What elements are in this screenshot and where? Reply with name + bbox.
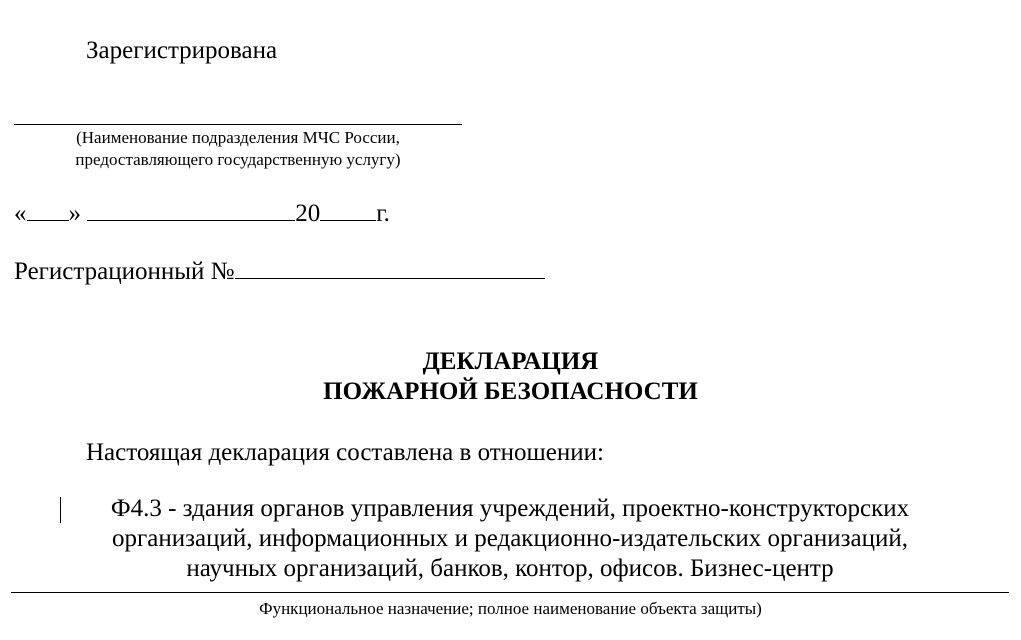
registered-label: Зарегистрирована: [86, 37, 278, 64]
document-title: [0, 347, 1021, 407]
department-caption-line2: предоставляющего государственную услугу): [75, 150, 401, 169]
registration-number-label: Регистрационный №: [14, 258, 235, 285]
date-year-suffix: г.: [376, 200, 390, 227]
date-open-quote: «: [14, 200, 27, 227]
date-day-blank[interactable]: [27, 198, 69, 221]
protected-object-description[interactable]: [30, 494, 990, 584]
title-line1: ДЕКЛАРАЦИЯ: [422, 348, 599, 375]
department-caption-line1: (Наименование подразделения МЧС России,: [76, 128, 400, 147]
title-line2: ПОЖАРНОЙ БЕЗОПАСНОСТИ: [323, 378, 698, 405]
date-year-blank[interactable]: [320, 198, 376, 221]
object-line3: научных организаций, банков, контор, офисов. Бизнес-центр: [186, 555, 834, 582]
department-fill-line[interactable]: [14, 124, 462, 125]
date-century: 20: [295, 200, 321, 227]
intro-text: Настоящая декларация составлена в отношении:: [86, 439, 604, 466]
registration-number-blank[interactable]: [235, 256, 545, 279]
date-close-quote: »: [68, 200, 81, 227]
department-caption: [14, 127, 462, 171]
object-line2: организаций, информационных и редакционно-издательских организаций,: [111, 525, 908, 552]
registration-date-field: [14, 198, 390, 230]
text-cursor: [60, 497, 61, 523]
date-month-blank[interactable]: [87, 198, 295, 221]
registration-number-field: [14, 256, 545, 288]
object-fill-line: [11, 592, 1009, 593]
object-line1: Ф4.3 - здания органов управления учреждений, проектно-конструкторских: [110, 495, 910, 522]
object-caption: Функциональное назначение; полное наименование объекта защиты): [259, 599, 762, 618]
